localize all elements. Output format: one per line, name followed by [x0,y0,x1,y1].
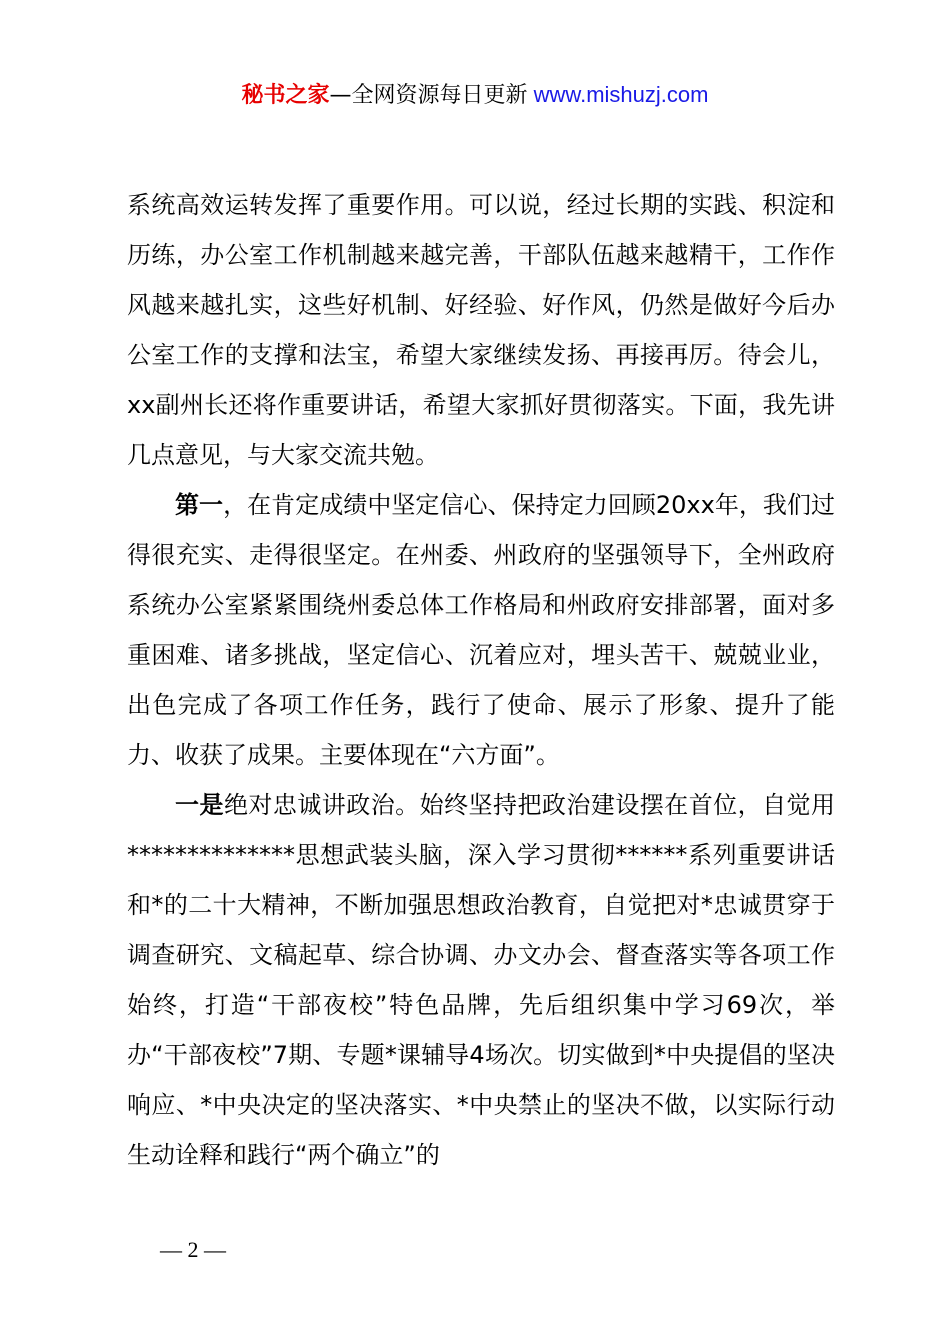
site-header [0,80,950,111]
paragraph-text: 系统高效运转发挥了重要作用。可以说，经过长期的实践、积淀和历练，办公室工作机制越来越完善，干部队伍越来越精干，工作作风越来越扎实，这些好机制、好经验、好作风，仍然是做好今后办公室工作的支撑和法宝，希望大家继续发扬、再接再厉。待会儿，xx副州长还将作重要讲话，希望大家抓好贯彻落实。下面，我先讲几点意见，与大家交流共勉。 [127,191,835,469]
paragraph-text: ，在肯定成绩中坚定信心、保持定力回顾20xx年，我们过得很充实、走得很坚定。在州委、州政府的坚强领导下，全州政府系统办公室紧紧围绕州委总体工作格局和州政府安排部署，面对多重困难、诸多挑战，坚定信心、沉着应对，埋头苦干、兢兢业业，出色完成了各项工作任务，践行了使命、展示了形象、提升了能力、收获了成果。主要体现在“六方面”。 [127,491,836,769]
paragraph-point-one [127,780,835,1180]
header-brand: 秘书之家 [241,83,330,108]
page-number: — 2 — [160,1237,226,1262]
paragraph-first-point [127,480,835,780]
paragraph-lead: 第一 [175,491,224,519]
header-tagline: —全网资源每日更新 [329,83,528,108]
document-body [127,180,835,1180]
paragraph-text: 绝对忠诚讲政治。始终坚持把政治建设摆在首位，自觉用**************思想武装头脑，深入学习贯彻******系列重要讲话和*的二十大精神，不断加强思想政治教育，自觉把对*忠诚贯穿于调查研究、文稿起草、综合协调、办文办会、督查落实等各项工作始终，打造“干部夜校”特色品牌，先后组织集中学习69次，举办“干部夜校”7期、专题*课辅导4场次。切实做到*中央提倡的坚决响应、*中央决定的坚决落实、*中央禁止的坚决不做，以实际行动生动诠释和践行“两个确立”的 [127,791,836,1169]
header-url-link[interactable]: www.mishuzj.com [527,82,709,107]
paragraph-lead: 一是 [175,791,224,819]
paragraph-continuation [127,180,835,480]
